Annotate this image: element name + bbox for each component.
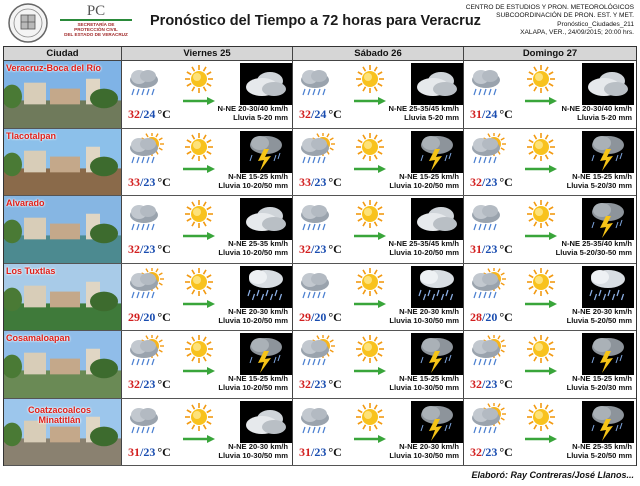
temp-max: 32	[470, 444, 482, 459]
info-line-3: Pronóstico_Ciudades_211	[557, 20, 634, 28]
temperature	[470, 445, 513, 460]
temp-unit: °C	[499, 309, 513, 324]
temperature	[470, 310, 513, 325]
temp-max: 32	[128, 242, 140, 256]
logo-line-1: SECRETARÍA DE	[77, 22, 115, 27]
rain-night-icon	[582, 266, 634, 308]
forecast-row	[4, 399, 636, 467]
temperature	[128, 445, 171, 460]
wind-speed: N-NE 25-35/45 km/h	[388, 239, 459, 248]
temp-min: 23	[485, 444, 498, 459]
temperature	[470, 242, 513, 257]
cloud-rain-icon	[126, 200, 170, 232]
storm-icon	[411, 333, 463, 375]
wind-arrow-icon	[524, 161, 558, 171]
temperature	[470, 107, 513, 122]
wind-arrow-icon	[182, 363, 216, 373]
sun-cloud-rain-icon	[297, 133, 341, 165]
sun-icon	[182, 199, 216, 229]
wind-arrow-icon	[524, 228, 558, 238]
wind-arrow-icon	[182, 431, 216, 441]
wind-speed: N-NE 15-25 km/h	[399, 171, 459, 181]
wind-rain-info	[218, 442, 288, 460]
sun-icon	[182, 267, 216, 297]
temperature	[299, 242, 342, 257]
wind-arrow-icon	[524, 93, 558, 103]
temp-min: 23	[485, 174, 498, 189]
city-name: Tlacotalpan	[6, 130, 57, 141]
day-forecast-cell	[464, 196, 636, 263]
day-forecast-cell	[293, 399, 464, 466]
rainfall: Lluvia 10-20/50 mm	[218, 383, 288, 392]
issuing-center	[434, 4, 634, 38]
temperature	[128, 242, 171, 257]
info-line-2: SUBCOORDINACIÓN DE PRON. EST. Y MET.	[496, 12, 634, 20]
wind-speed: N-NE 25-35/45 km/h	[388, 104, 459, 113]
wind-rain-info	[389, 172, 459, 190]
temperature	[299, 445, 342, 460]
sun-cloud-rain-icon	[468, 335, 512, 367]
temp-max: 33	[299, 174, 311, 189]
agency-logo	[52, 4, 140, 38]
temp-max: 33	[128, 174, 140, 189]
city-name: Coatzacoalcos Minatitlán	[28, 404, 92, 425]
column-header-city: Ciudad	[4, 47, 122, 61]
wind-rain-info	[567, 442, 632, 460]
rainfall: Lluvia 5-20 mm	[404, 113, 459, 122]
temp-separator: /	[482, 377, 486, 391]
wind-arrow-icon	[524, 363, 558, 373]
wind-rain-info	[218, 104, 288, 122]
temp-unit: °C	[157, 242, 171, 256]
wind-rain-info	[218, 239, 288, 257]
temp-separator: /	[482, 309, 486, 324]
wind-rain-info	[389, 374, 459, 392]
storm-icon	[240, 333, 292, 375]
day-forecast-cell	[122, 61, 293, 128]
temperature	[128, 107, 171, 122]
day-forecast-cell	[464, 399, 636, 466]
state-seal-icon	[6, 2, 50, 44]
info-line-1: CENTRO DE ESTUDIOS Y PRON. METEOROLÓGICOS	[465, 4, 634, 11]
wind-arrow-icon	[353, 161, 387, 171]
temp-separator: /	[311, 444, 315, 459]
sun-cloud-rain-icon	[126, 268, 170, 300]
city-name: Cosamaloapan	[6, 333, 71, 343]
wind-rain-info	[389, 239, 459, 257]
day-forecast-cell	[122, 129, 293, 196]
day-forecast-cell	[122, 196, 293, 263]
rain-night-icon	[240, 266, 292, 308]
wind-arrow-icon	[353, 228, 387, 238]
rainfall: Lluvia 10-20/50 mm	[389, 180, 459, 190]
wind-speed: N-NE 25-35 km/h	[572, 441, 632, 451]
day-forecast-cell	[293, 196, 464, 263]
temp-min: 20	[485, 309, 498, 324]
temp-unit: °C	[328, 107, 342, 121]
temperature	[299, 107, 342, 122]
temp-min: 23	[314, 377, 327, 391]
sun-icon	[353, 402, 387, 432]
wind-rain-info	[389, 307, 459, 325]
wind-speed: N-NE 20-30/40 km/h	[217, 104, 288, 113]
temp-unit: °C	[157, 309, 171, 324]
cloud-rain-icon	[468, 200, 512, 232]
forecast-row	[4, 129, 636, 197]
rainfall: Lluvia 10-20/50 mm	[389, 248, 459, 257]
sun-icon	[524, 267, 558, 297]
temp-unit: °C	[499, 377, 513, 391]
city-cell	[4, 264, 122, 331]
header	[0, 0, 640, 46]
rainfall: Lluvia 5-20 mm	[577, 113, 632, 122]
day-forecast-cell	[122, 331, 293, 398]
sun-icon	[182, 402, 216, 432]
temp-separator: /	[140, 444, 144, 459]
day-forecast-cell	[464, 61, 636, 128]
wind-speed: N-NE 20-30/40 km/h	[561, 104, 632, 113]
rainfall: Lluvia 5-20/50 mm	[566, 450, 632, 460]
column-header-day-3: Domingo 27	[464, 47, 636, 61]
rainfall: Lluvia 10-20/50 mm	[218, 248, 288, 257]
storm-icon	[411, 131, 463, 173]
column-header-day-1: Viernes 25	[122, 47, 293, 61]
temp-separator: /	[482, 107, 486, 121]
rainfall: Lluvia 5-20/30 mm	[566, 180, 632, 190]
logo-divider	[60, 19, 132, 21]
cloudy-night-icon	[411, 198, 463, 240]
city-cell	[4, 61, 122, 128]
sun-icon	[182, 132, 216, 162]
cloud-rain-icon	[468, 65, 512, 97]
day-forecast-cell	[464, 264, 636, 331]
rainfall: Lluvia 10-20/50 mm	[218, 180, 288, 190]
temp-unit: °C	[328, 242, 342, 256]
wind-arrow-icon	[353, 431, 387, 441]
sun-icon	[524, 402, 558, 432]
cloudy-night-icon	[240, 198, 292, 240]
city-name: Los Tuxtlas	[6, 265, 56, 276]
wind-rain-info	[389, 104, 459, 122]
rainfall: Lluvia 10-20/50 mm	[218, 315, 288, 325]
temp-unit: °C	[157, 444, 171, 459]
sun-icon	[353, 334, 387, 364]
wind-speed: N-NE 20-30 km/h	[399, 306, 459, 316]
wind-speed: N-NE 20-30 km/h	[572, 306, 632, 316]
temp-separator: /	[482, 444, 486, 459]
day-forecast-cell	[122, 399, 293, 466]
temp-min: 20	[143, 309, 156, 324]
city-cell	[4, 129, 122, 196]
temp-max: 32	[299, 107, 311, 121]
temp-min: 20	[314, 309, 327, 324]
temp-min: 23	[314, 242, 327, 256]
temp-min: 23	[143, 377, 156, 391]
temp-min: 24	[485, 107, 498, 121]
temp-min: 23	[143, 444, 156, 459]
forecast-row	[4, 196, 636, 264]
temperature	[299, 310, 342, 325]
city-cell	[4, 196, 122, 263]
sun-icon	[524, 132, 558, 162]
page-title: Pronóstico del Tiempo a 72 horas para Veracruz	[150, 13, 481, 29]
wind-arrow-icon	[182, 161, 216, 171]
temperature	[128, 377, 171, 392]
sun-cloud-rain-icon	[126, 133, 170, 165]
day-forecast-cell	[464, 129, 636, 196]
sun-icon	[353, 132, 387, 162]
sun-cloud-rain-icon	[468, 133, 512, 165]
wind-speed: N-NE 20-30 km/h	[228, 441, 288, 451]
storm-icon	[582, 131, 634, 173]
wind-speed: N-NE 15-25 km/h	[572, 374, 632, 383]
cloud-rain-icon	[126, 403, 170, 435]
rainfall: Lluvia 5-20/30-50 mm	[555, 248, 632, 257]
sun-icon	[353, 267, 387, 297]
temp-max: 32	[128, 377, 140, 391]
rainfall: Lluvia 5-20 mm	[233, 113, 288, 122]
day-forecast-cell	[464, 331, 636, 398]
temp-unit: °C	[157, 377, 171, 391]
sun-icon	[524, 199, 558, 229]
wind-rain-info	[389, 442, 459, 460]
sun-icon	[353, 64, 387, 94]
cloud-rain-icon	[297, 200, 341, 232]
cloudy-night-icon	[582, 63, 634, 105]
wind-arrow-icon	[182, 296, 216, 306]
rainfall: Lluvia 10-30/50 mm	[389, 383, 459, 392]
day-forecast-cell	[293, 61, 464, 128]
rainfall: Lluvia 5-20/50 mm	[566, 315, 632, 325]
wind-speed: N-NE 20-30 km/h	[399, 441, 459, 451]
day-forecast-cell	[122, 264, 293, 331]
temp-max: 32	[470, 377, 482, 391]
wind-arrow-icon	[524, 431, 558, 441]
temp-min: 23	[485, 242, 498, 256]
city-name: Alvarado	[6, 198, 45, 208]
temp-min: 23	[314, 444, 327, 459]
temp-min: 23	[485, 377, 498, 391]
wind-rain-info	[567, 307, 632, 325]
cloudy-night-icon	[240, 401, 292, 443]
sun-icon	[182, 64, 216, 94]
logo-line-2: PROTECCIÓN CIVIL	[74, 27, 118, 33]
temp-separator: /	[311, 377, 315, 391]
cloud-rain-icon	[126, 65, 170, 97]
temperature	[299, 377, 342, 392]
wind-rain-info	[556, 239, 632, 257]
temperature	[470, 175, 513, 190]
temp-unit: °C	[328, 174, 342, 189]
storm-icon	[582, 333, 634, 375]
temperature	[128, 175, 171, 190]
wind-arrow-icon	[353, 296, 387, 306]
forecast-row	[4, 61, 636, 129]
wind-rain-info	[567, 374, 632, 392]
temp-unit: °C	[499, 174, 513, 189]
temp-unit: °C	[157, 174, 171, 189]
cloud-rain-icon	[297, 403, 341, 435]
temperature	[128, 310, 171, 325]
temp-unit: °C	[499, 107, 513, 121]
temp-max: 32	[299, 377, 311, 391]
rainfall: Lluvia 10-30/50 mm	[218, 450, 288, 460]
info-line-4: XALAPA, VER., 24/09/2015; 20:00 hrs.	[520, 29, 634, 37]
sun-icon	[353, 199, 387, 229]
forecast-row	[4, 264, 636, 332]
temp-max: 31	[470, 107, 482, 121]
cloud-rain-icon	[297, 268, 341, 300]
day-forecast-cell	[293, 331, 464, 398]
temp-max: 29	[299, 309, 311, 324]
city-cell	[4, 399, 122, 466]
day-forecast-cell	[293, 129, 464, 196]
temp-max: 28	[470, 309, 482, 324]
wind-speed: N-NE 25-35/40 km/h	[561, 239, 632, 248]
temp-min: 24	[314, 107, 327, 121]
city-cell	[4, 331, 122, 398]
wind-rain-info	[567, 172, 632, 190]
storm-icon	[582, 401, 634, 443]
temp-separator: /	[311, 242, 315, 256]
temp-separator: /	[140, 309, 144, 324]
rain-night-icon	[411, 266, 463, 308]
rainfall: Lluvia 10-30/50 mm	[389, 315, 459, 325]
sun-icon	[524, 334, 558, 364]
temp-separator: /	[140, 377, 144, 391]
cloud-rain-icon	[297, 65, 341, 97]
wind-speed: N-NE 25-35 km/h	[228, 239, 288, 248]
wind-speed: N-NE 20-30 km/h	[228, 306, 288, 316]
temp-separator: /	[140, 242, 144, 256]
wind-arrow-icon	[524, 296, 558, 306]
rainfall: Lluvia 10-30/50 mm	[389, 450, 459, 460]
temperature	[470, 377, 513, 392]
column-header-day-2: Sábado 26	[293, 47, 464, 61]
cloudy-night-icon	[240, 63, 292, 105]
temp-unit: °C	[328, 377, 342, 391]
temp-max: 31	[128, 444, 140, 459]
temp-min: 23	[143, 174, 156, 189]
wind-arrow-icon	[182, 228, 216, 238]
wind-rain-info	[218, 307, 288, 325]
sun-cloud-rain-icon	[126, 335, 170, 367]
temp-max: 31	[470, 242, 482, 256]
temp-max: 32	[128, 107, 140, 121]
wind-speed: N-NE 15-25 km/h	[228, 171, 288, 181]
sun-cloud-rain-icon	[297, 335, 341, 367]
temp-separator: /	[311, 107, 315, 121]
storm-icon	[582, 198, 634, 240]
temp-separator: /	[311, 309, 315, 324]
temp-unit: °C	[328, 444, 342, 459]
sun-cloud-rain-icon	[468, 403, 512, 435]
wind-rain-info	[562, 104, 632, 122]
temp-max: 32	[299, 242, 311, 256]
forecast-row	[4, 331, 636, 399]
wind-speed: N-NE 15-25 km/h	[399, 374, 459, 383]
wind-rain-info	[218, 172, 288, 190]
temp-unit: °C	[499, 444, 513, 459]
wind-arrow-icon	[182, 93, 216, 103]
wind-arrow-icon	[353, 93, 387, 103]
temp-min: 23	[143, 242, 156, 256]
temp-min: 24	[143, 107, 156, 121]
temp-separator: /	[482, 242, 486, 256]
storm-icon	[240, 131, 292, 173]
temp-max: 32	[470, 174, 482, 189]
wind-speed: N-NE 15-25 km/h	[228, 374, 288, 383]
temp-separator: /	[482, 174, 486, 189]
temp-unit: °C	[499, 242, 513, 256]
temp-separator: /	[311, 174, 315, 189]
sun-icon	[182, 334, 216, 364]
sun-cloud-rain-icon	[468, 268, 512, 300]
wind-arrow-icon	[353, 363, 387, 373]
day-forecast-cell	[293, 264, 464, 331]
rainfall: Lluvia 5-20/30 mm	[566, 383, 632, 392]
sun-icon	[524, 64, 558, 94]
wind-rain-info	[218, 374, 288, 392]
temp-min: 23	[314, 174, 327, 189]
footer-author: Elaboró: Ray Contreras/José Llanos...	[471, 470, 634, 480]
logo-line-3: DEL ESTADO DE VERACRUZ	[64, 32, 128, 38]
temp-max: 31	[299, 444, 311, 459]
cloudy-night-icon	[411, 63, 463, 105]
forecast-table	[3, 46, 637, 466]
temperature	[299, 175, 342, 190]
temp-max: 29	[128, 309, 140, 324]
temp-unit: °C	[328, 309, 342, 324]
temp-separator: /	[140, 174, 144, 189]
temp-unit: °C	[157, 107, 171, 121]
storm-icon	[411, 401, 463, 443]
temp-separator: /	[140, 107, 144, 121]
wind-speed: N-NE 15-25 km/h	[572, 171, 632, 181]
city-name: Veracruz-Boca del Río	[6, 63, 102, 73]
logo-pc: PC	[86, 3, 106, 19]
